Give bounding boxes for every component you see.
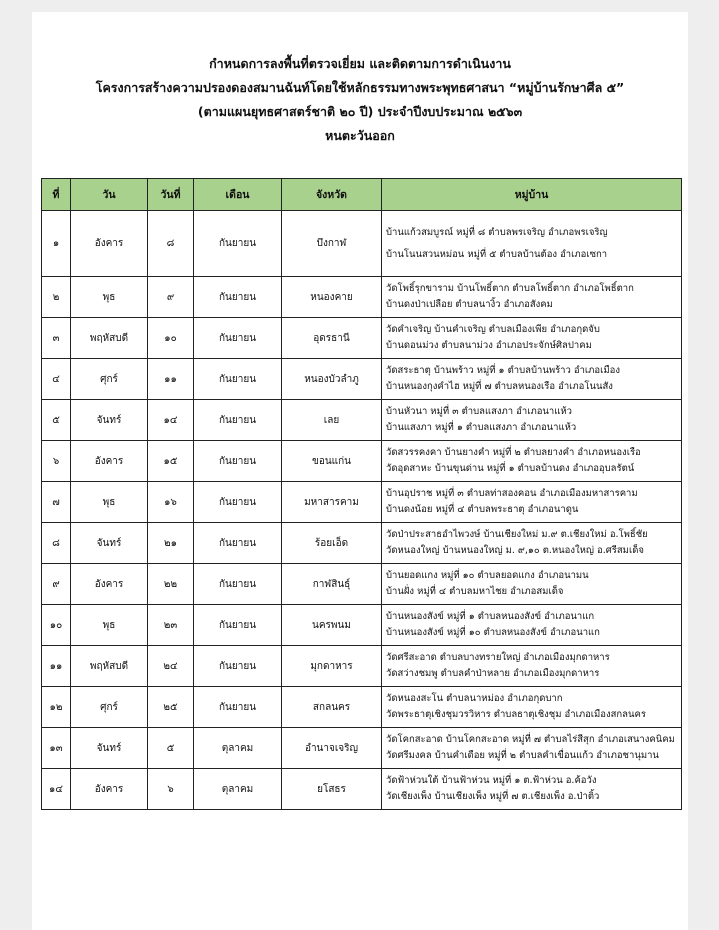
cell-province: มุกดาหาร xyxy=(282,646,382,687)
village-line: วัดเชียงเพ็ง บ้านเชียงเพ็ง หมู่ที่ ๗ ต.เชียงเพ็ง อ.ป่าติ้ว xyxy=(386,791,600,802)
village-line: บ้านอุปราช หมู่ที่ ๓ ตำบลท่าสองคอน อำเภอเมืองมหาสารคาม xyxy=(386,488,638,499)
cell-no: ๗ xyxy=(42,482,71,523)
cell-day: พุธ xyxy=(71,482,148,523)
village-line: บ้านหนองสังข์ หมู่ที่ ๑๐ ตำบลหนองสังข์ อำเภอนาแก xyxy=(386,627,600,638)
village-line: วัดฟ้าห่วนใต้ บ้านฟ้าห่วน หมู่ที่ ๑ ต.ฟ้าห่วน อ.ค้อวัง xyxy=(386,775,597,786)
cell-villages xyxy=(382,277,682,318)
village-line: วัดหนองใหญ่ บ้านหนองใหญ่ ม. ๙,๑๐ ต.หนองใหญ่ อ.ศรีสมเด็จ xyxy=(386,545,644,556)
cell-no: ๒ xyxy=(42,277,71,318)
cell-villages xyxy=(382,687,682,728)
village-line: วัดพระธาตุเชิงชุมวรวิหาร ตำบลธาตุเชิงชุม อำเภอเมืองสกลนคร xyxy=(386,709,646,720)
cell-villages xyxy=(382,441,682,482)
cell-date: ๒๔ xyxy=(148,646,194,687)
cell-day: พุธ xyxy=(71,277,148,318)
cell-province: ขอนแก่น xyxy=(282,441,382,482)
table-row xyxy=(42,687,682,728)
cell-date: ๑๐ xyxy=(148,318,194,359)
cell-villages xyxy=(382,523,682,564)
cell-date: ๖ xyxy=(148,769,194,810)
village-line: วัดหนองสะโน ตำบลนาหม่อง อำเภอกุดบาก xyxy=(386,693,563,704)
cell-province: บึงกาฬ xyxy=(282,211,382,277)
cell-villages xyxy=(382,482,682,523)
cell-villages xyxy=(382,400,682,441)
cell-date: ๑๔ xyxy=(148,400,194,441)
cell-day: จันทร์ xyxy=(71,400,148,441)
village-line: วัดศรีมงคล บ้านคำเดือย หมู่ที่ ๒ ตำบลคำเขื่อนแก้ว อำเภอชานุมาน xyxy=(386,750,659,761)
cell-villages xyxy=(382,605,682,646)
cell-date: ๙ xyxy=(148,277,194,318)
table-row xyxy=(42,769,682,810)
cell-province: กาฬสินธุ์ xyxy=(282,564,382,605)
cell-day: จันทร์ xyxy=(71,728,148,769)
cell-no: ๑๐ xyxy=(42,605,71,646)
village-line: บ้านแสงภา หมู่ที่ ๑ ตำบลแสงภา อำเภอนาแห้ว xyxy=(386,422,577,433)
cell-province: สกลนคร xyxy=(282,687,382,728)
title-line-3: (ตามแผนยุทธศาสตร์ชาติ ๒๐ ปี) ประจำปีงบประมาณ ๒๕๖๓ xyxy=(197,104,523,119)
cell-month: กันยายน xyxy=(194,318,282,359)
title-line-4: หนตะวันออก xyxy=(325,128,395,143)
table-row xyxy=(42,728,682,769)
table-row xyxy=(42,211,682,277)
cell-month: กันยายน xyxy=(194,359,282,400)
village-line: วัดป่าประสาธอำไพวงษ์ บ้านเชียงใหม่ ม.๙ ต.เชียงใหม่ อ.โพธิ์ชัย xyxy=(386,529,648,540)
cell-date: ๘ xyxy=(148,211,194,277)
village-line: บ้านดอนม่วง ตำบลนาม่วง อำเภอประจักษ์ศิลปาคม xyxy=(386,340,592,351)
village-line: บ้านหนองกุงคำไฮ หมู่ที่ ๗ ตำบลหนองเรือ อำเภอโนนสัง xyxy=(386,381,613,392)
cell-province: อำนาจเจริญ xyxy=(282,728,382,769)
cell-month: กันยายน xyxy=(194,482,282,523)
cell-day: จันทร์ xyxy=(71,523,148,564)
title-line-1: กำหนดการลงพื้นที่ตรวจเยี่ยม และติดตามการดำเนินงาน xyxy=(209,56,511,71)
cell-date: ๑๕ xyxy=(148,441,194,482)
village-line: บ้านแก้วสมบูรณ์ หมู่ที่ ๘ ตำบลพรเจริญ อำเภอพรเจริญ xyxy=(386,226,608,238)
cell-month: กันยายน xyxy=(194,687,282,728)
cell-province: ร้อยเอ็ด xyxy=(282,523,382,564)
column-header-day: วัน xyxy=(71,179,148,211)
cell-province: มหาสารคาม xyxy=(282,482,382,523)
village-line: วัดสว่างชมพู ตำบลคำป่าหลาย อำเภอเมืองมุกดาหาร xyxy=(386,668,600,679)
village-line: วัดโพธิ์รุกขาราม บ้านโพธิ์ตาก ตำบลโพธิ์ตาก อำเภอโพธิ์ตาก xyxy=(386,283,634,294)
cell-month: กันยายน xyxy=(194,605,282,646)
table-row xyxy=(42,277,682,318)
cell-month: กันยายน xyxy=(194,211,282,277)
cell-day: อังคาร xyxy=(71,769,148,810)
cell-province: ยโสธร xyxy=(282,769,382,810)
schedule-table xyxy=(41,178,682,810)
village-line: บ้านยอดแกง หมู่ที่ ๑๐ ตำบลยอดแกง อำเภอนามน xyxy=(386,570,589,581)
table-row xyxy=(42,646,682,687)
cell-day: พุธ xyxy=(71,605,148,646)
cell-date: ๒๒ xyxy=(148,564,194,605)
table-row xyxy=(42,605,682,646)
cell-no: ๙ xyxy=(42,564,71,605)
cell-day: ศุกร์ xyxy=(71,687,148,728)
cell-villages xyxy=(382,318,682,359)
column-header-village: หมู่บ้าน xyxy=(382,179,682,211)
cell-province: อุดรธานี xyxy=(282,318,382,359)
cell-date: ๒๕ xyxy=(148,687,194,728)
cell-villages xyxy=(382,769,682,810)
cell-day: พฤหัสบดี xyxy=(71,318,148,359)
cell-month: กันยายน xyxy=(194,400,282,441)
column-header-no: ที่ xyxy=(42,179,71,211)
column-header-month: เดือน xyxy=(194,179,282,211)
table-row xyxy=(42,359,682,400)
cell-no: ๔ xyxy=(42,359,71,400)
column-header-province: จังหวัด xyxy=(282,179,382,211)
cell-month: กันยายน xyxy=(194,441,282,482)
cell-day: อังคาร xyxy=(71,441,148,482)
cell-date: ๒๑ xyxy=(148,523,194,564)
village-line: บ้านหัวนา หมู่ที่ ๓ ตำบลแสงภา อำเภอนาแห้ว xyxy=(386,406,572,417)
cell-villages xyxy=(382,359,682,400)
cell-day: อังคาร xyxy=(71,564,148,605)
table-row xyxy=(42,441,682,482)
cell-province: หนองบัวลำภู xyxy=(282,359,382,400)
village-line: วัดโคกสะอาด บ้านโคกสะอาด หมู่ที่ ๗ ตำบลไร่สีสุก อำเภอเสนางคนิคม xyxy=(386,734,675,745)
village-line: บ้านโนนสวนหม่อน หมู่ที่ ๕ ตำบลบ้านต้อง อำเภอเซกา xyxy=(386,248,608,260)
cell-province: หนองคาย xyxy=(282,277,382,318)
cell-date: ๕ xyxy=(148,728,194,769)
village-line: วัดสระธาตุ บ้านพร้าว หมู่ที่ ๑ ตำบลบ้านพร้าว อำเภอเมือง xyxy=(386,365,620,376)
village-line: บ้านดงป่าเปลือย ตำบลนางิ้ว อำเภอสังคม xyxy=(386,299,553,310)
cell-month: กันยายน xyxy=(194,564,282,605)
cell-no: ๕ xyxy=(42,400,71,441)
cell-month: กันยายน xyxy=(194,277,282,318)
table-row xyxy=(42,318,682,359)
table-row xyxy=(42,523,682,564)
title-line-2: โครงการสร้างความปรองดองสมานฉันท์โดยใช้หลักธรรมทางพระพุทธศาสนา “หมู่บ้านรักษาศีล ๕” xyxy=(95,80,625,95)
cell-province: นครพนม xyxy=(282,605,382,646)
cell-month: ตุลาคม xyxy=(194,769,282,810)
village-line: วัดศรีสะอาด ตำบลบางทรายใหญ่ อำเภอเมืองมุกดาหาร xyxy=(386,652,610,663)
cell-month: ตุลาคม xyxy=(194,728,282,769)
table-header-row xyxy=(42,179,682,211)
cell-no: ๑๒ xyxy=(42,687,71,728)
cell-month: กันยายน xyxy=(194,646,282,687)
cell-date: ๑๑ xyxy=(148,359,194,400)
village-line: วัดอุดสาหะ บ้านขุนด่าน หมู่ที่ ๑ ตำบลบ้านดง อำเภออุบลรัตน์ xyxy=(386,463,635,474)
cell-no: ๑๑ xyxy=(42,646,71,687)
document-title xyxy=(32,52,688,148)
document-page xyxy=(32,12,688,930)
cell-date: ๒๓ xyxy=(148,605,194,646)
cell-no: ๘ xyxy=(42,523,71,564)
cell-no: ๑ xyxy=(42,211,71,277)
column-header-date: วันที่ xyxy=(148,179,194,211)
cell-villages xyxy=(382,728,682,769)
cell-day: อังคาร xyxy=(71,211,148,277)
village-line: บ้านฝั่ง หมู่ที่ ๔ ตำบลมหาไชย อำเภอสมเด็จ xyxy=(386,586,564,597)
cell-no: ๑๓ xyxy=(42,728,71,769)
village-line: วัดคำเจริญ บ้านคำเจริญ ตำบลเมืองเพีย อำเภอกุดจับ xyxy=(386,324,600,335)
cell-villages xyxy=(382,564,682,605)
cell-no: ๓ xyxy=(42,318,71,359)
table-row xyxy=(42,564,682,605)
cell-no: ๖ xyxy=(42,441,71,482)
cell-no: ๑๔ xyxy=(42,769,71,810)
cell-month: กันยายน xyxy=(194,523,282,564)
cell-province: เลย xyxy=(282,400,382,441)
cell-villages xyxy=(382,646,682,687)
cell-day: ศุกร์ xyxy=(71,359,148,400)
table-body xyxy=(42,211,682,810)
table-row xyxy=(42,400,682,441)
table-row xyxy=(42,482,682,523)
village-line: บ้านหนองสังข์ หมู่ที่ ๑ ตำบลหนองสังข์ อำเภอนาแก xyxy=(386,611,595,622)
village-line: วัดสวรรคงคา บ้านยางคำ หมู่ที่ ๒ ตำบลยางคำ อำเภอหนองเรือ xyxy=(386,447,641,458)
cell-day: พฤหัสบดี xyxy=(71,646,148,687)
village-line: บ้านดงน้อย หมู่ที่ ๔ ตำบลพระธาตุ อำเภอนาดูน xyxy=(386,504,579,515)
cell-date: ๑๖ xyxy=(148,482,194,523)
cell-villages xyxy=(382,211,682,277)
